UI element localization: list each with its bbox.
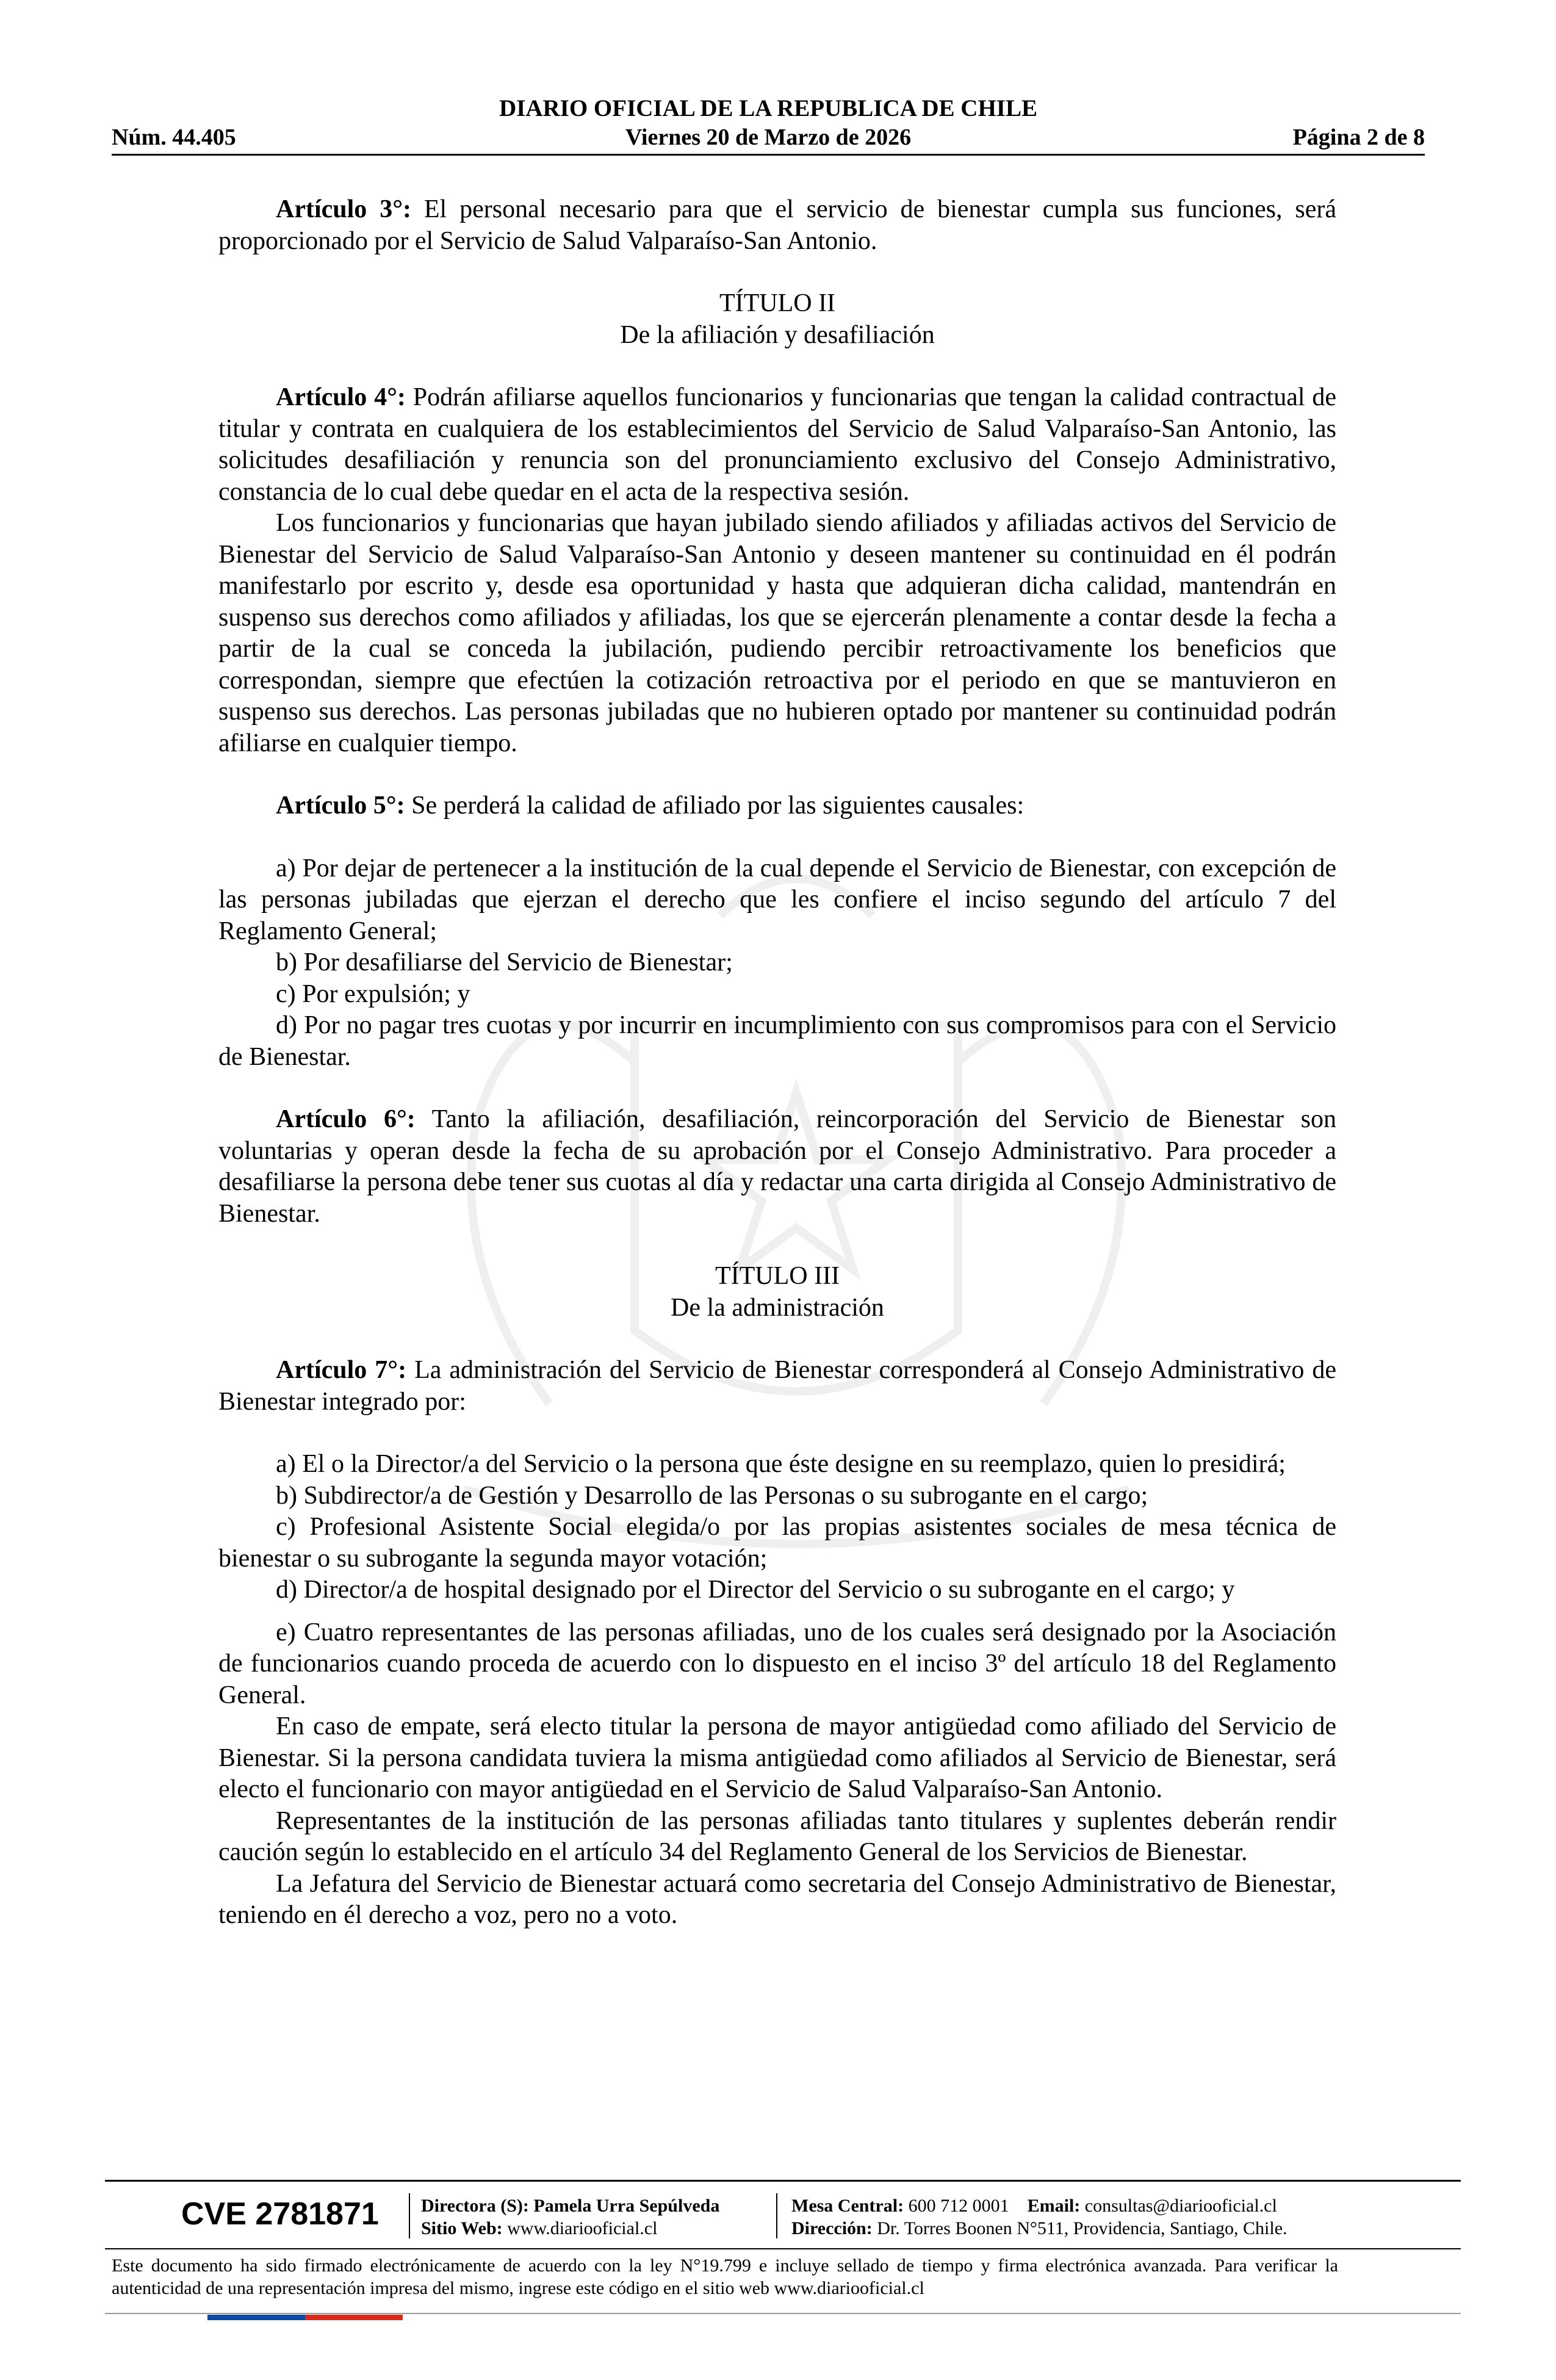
footer-mid-rule: [105, 2248, 1461, 2249]
article-5-item-b: b) Por desafiliarse del Servicio de Bienestar;: [276, 948, 733, 976]
article-7-item-a: a) El o la Director/a del Servicio o la persona que éste designe en su reemplazo, quien lo presidirá;: [276, 1450, 1286, 1478]
article-7-tie-paragraph: En caso de empate, será electo titular la persona de mayor antigüedad como afiliado del Servicio de Bienestar. Si la persona candidata tuviera la misma antigüedad como afiliados al Servicio de Bienestar, será electo el funcionario con mayor antigüedad en el Servicio de Salud Valparaíso-San Antonio.: [218, 1712, 1336, 1803]
article-7-secretary-paragraph: La Jefatura del Servicio de Bienestar actuará como secretaria del Consejo Administrativo de Bienestar, teniendo en él derecho a voz, pero no a voto.: [218, 1869, 1336, 1929]
article-5-item-d: d) Por no pagar tres cuotas y por incurrir en incumplimiento con sus compromisos para con el Servicio de Bienestar.: [218, 1011, 1336, 1071]
flag-stripe-blue: [207, 2315, 305, 2320]
site-link[interactable]: www.diariooficial.cl: [507, 2218, 658, 2238]
article-4-label: Artículo 4°:: [276, 383, 406, 411]
article-5-label: Artículo 5°:: [276, 792, 405, 820]
email-label: Email:: [1027, 2196, 1081, 2216]
footer-contact-block: [791, 2194, 1288, 2240]
article-5: [218, 790, 1336, 822]
electronic-signature-note: Este documento ha sido firmado electrónicamente de acuerdo con la ley N°19.799 e incluye sellado de tiempo y firma electrónica avanzada. Para verificar la autenticidad de una representación impresa del mismo, ingrese este código en el sitio web www.diariooficial.cl: [112, 2256, 1338, 2298]
article-7-item-b: b) Subdirector/a de Gestión y Desarrollo de las Personas o su subrogante en el cargo;: [276, 1481, 1148, 1510]
footer-separator-2: [776, 2193, 777, 2238]
article-7-item-e: e) Cuatro representantes de las personas afiliadas, uno de los cuales será designado por la Asociación de funcionarios cuando proceda de acuerdo con lo dispuesto en el inciso 3º del artículo 18 del Reglamento General.: [218, 1618, 1336, 1709]
email-link[interactable]: consultas@diariooficial.cl: [1084, 2196, 1277, 2216]
flag-stripe: [207, 2315, 403, 2320]
article-3-text: El personal necesario para que el servicio de bienestar cumpla sus funciones, será proporcionado por el Servicio de Salud Valparaíso-San Antonio.: [218, 195, 1336, 255]
footer-director-block: [421, 2194, 719, 2240]
article-7-item-d: d) Director/a de hospital designado por el Director del Servicio o su subrogante en el cargo; y: [276, 1576, 1235, 1604]
title-iii-heading: TÍTULO III: [715, 1262, 840, 1290]
article-6: [218, 1104, 1336, 1230]
header-divider: [112, 154, 1425, 156]
article-6-label: Artículo 6°:: [276, 1105, 416, 1133]
issue-number: Núm. 44.405: [112, 124, 236, 150]
article-7: [218, 1355, 1336, 1418]
article-7-text: La administración del Servicio de Bienestar corresponderá al Consejo Administrativo de Bienestar integrado por:: [218, 1356, 1336, 1416]
article-7-bond-paragraph: Representantes de la institución de las personas afiliadas tanto titulares y suplentes deberán rendir caución según lo establecido en el artículo 34 del Reglamento General de los Servicios de Bienestar.: [218, 1806, 1336, 1866]
article-7-label: Artículo 7°:: [276, 1356, 407, 1384]
footer-bottom-rule: [105, 2313, 1461, 2314]
phone-label: Mesa Central:: [791, 2196, 904, 2216]
article-3: [218, 194, 1336, 257]
article-7-item-c: c) Profesional Asistente Social elegida/o por las propias asistentes sociales de mesa técnica de bienestar o su subrogante la segunda mayor votación;: [218, 1513, 1336, 1573]
address-value: Dr. Torres Boonen N°511, Providencia, Santiago, Chile.: [877, 2218, 1288, 2238]
article-4: [218, 382, 1336, 508]
title-ii-heading: TÍTULO II: [719, 289, 836, 317]
page-number: Página 2 de 8: [1292, 124, 1425, 150]
footer-top-rule: [105, 2180, 1461, 2182]
address-label: Dirección:: [791, 2218, 873, 2238]
page-header: [112, 95, 1425, 152]
document-body: [218, 194, 1336, 1931]
article-6-text: Tanto la afiliación, desafiliación, reincorporación del Servicio de Bienestar son voluntarias y operan desde la fecha de su aprobación por el Consejo Administrativo. Para proceder a desafiliarse la persona debe tener sus cuotas al día y redactar una carta dirigida al Consejo Administrativo de Bienestar.: [218, 1105, 1336, 1228]
title-iii-subheading: De la administración: [671, 1293, 884, 1322]
publication-date: Viernes 20 de Marzo de 2026: [625, 124, 912, 150]
cve-code: CVE 2781871: [181, 2196, 379, 2232]
article-3-label: Artículo 3°:: [276, 195, 411, 223]
publication-title: DIARIO OFICIAL DE LA REPUBLICA DE CHILE: [499, 95, 1037, 121]
article-5-text: Se perderá la calidad de afiliado por las siguientes causales:: [405, 792, 1025, 820]
flag-stripe-red: [305, 2315, 403, 2320]
title-ii-subheading: De la afiliación y desafiliación: [620, 320, 935, 349]
footer-separator-1: [409, 2193, 410, 2238]
article-4-paragraph-2: Los funcionarios y funcionarias que hayan jubilado siendo afiliados y afiliadas activos del Servicio de Bienestar del Servicio de Salud Valparaíso-San Antonio y deseen mantener su continuidad en él podrán manifestarlo por escrito y, desde esa oportunidad y hasta que adquieran dicha calidad, mantendrán en suspenso sus derechos como afiliados y afiliadas, los que se ejercerán plenamente a contar desde la fecha a partir de la cual se conceda la jubilación, pudiendo percibir retroactivamente los beneficios que correspondan, siempre que efectúen la cotización retroactiva por el periodo en que se mantuvieron en suspenso sus derechos. Las personas jubiladas que no hubieren optado por mantener su continuidad podrán afiliarse en cualquier tiempo.: [218, 509, 1336, 757]
article-5-item-a: a) Por dejar de pertenecer a la institución de la cual depende el Servicio de Bienestar, con excepción de las personas jubiladas que ejerzan el derecho que les confiere el inciso segundo del artículo 7 del Reglamento General;: [218, 854, 1336, 945]
director-label: Directora (S): Pamela Urra Sepúlveda: [421, 2196, 720, 2216]
site-label: Sitio Web:: [421, 2218, 503, 2238]
article-5-item-c: c) Por expulsión; y: [276, 979, 470, 1008]
phone-value: 600 712 0001: [908, 2196, 1009, 2216]
article-4-text: Podrán afiliarse aquellos funcionarios y funcionarias que tengan la calidad contractual de titular y contrata en cualquiera de los establecimientos del Servicio de Salud Valparaíso-San Antonio, las solicitudes desafiliación y renuncia son del pronunciamiento exclusivo del Consejo Administrativo, constancia de lo cual debe quedar en el acta de la respectiva sesión.: [218, 383, 1336, 506]
